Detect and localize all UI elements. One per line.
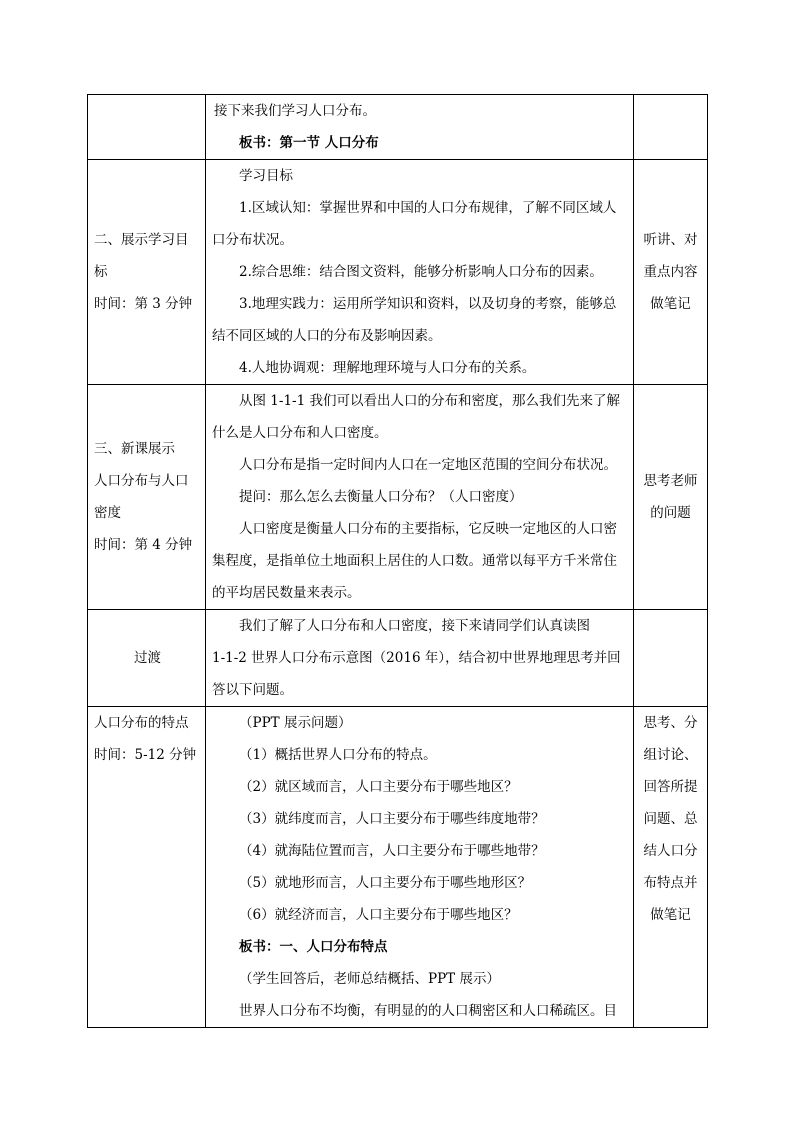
- stage-cell: [88, 707, 206, 1028]
- content-line: 人口分布是指一定时间内人口在一定地区范围的空间分布状况。: [239, 457, 617, 473]
- content-line: （5）就地形而言，人口主要分布于哪些地形区？: [239, 875, 532, 891]
- table-row: [88, 610, 708, 707]
- content-cell: [206, 385, 634, 610]
- stage-line: 人口分布的特点: [94, 715, 189, 731]
- stage-line: 三、新课展示: [94, 441, 175, 457]
- content-line: 世界人口分布不均衡，有明显的的人口稠密区和人口稀疏区。目: [239, 1003, 617, 1019]
- board-writing: 板书：第一节 人口分布: [239, 135, 379, 151]
- activity-cell: [634, 610, 708, 707]
- content-line: （3）就纬度而言，人口主要分布于哪些纬度地带？: [239, 811, 545, 827]
- content-line: 答以下问题。: [212, 682, 293, 698]
- stage-line: 标: [94, 264, 108, 280]
- activity-line: 听讲、对: [643, 232, 698, 248]
- content-line: （6）就经济而言，人口主要分布于哪些地区？: [239, 907, 518, 923]
- table-row: [88, 385, 708, 610]
- content-cell: [206, 160, 634, 385]
- activity-line: 组讨论、: [643, 747, 698, 763]
- stage-line: 二、展示学习目: [94, 232, 189, 248]
- content-line: 我们了解了人口分布和人口密度，接下来请同学们认真读图: [239, 618, 590, 634]
- content-line: 学习目标: [239, 168, 293, 184]
- activity-cell: [634, 707, 708, 1028]
- content-line: 1-1-2 世界人口分布示意图（2016 年），结合初中世界地理思考并回: [212, 650, 621, 666]
- activity-line: 思考老师: [643, 473, 698, 489]
- lesson-plan-table: [87, 94, 708, 1028]
- content-line: 接下来我们学习人口分布。: [214, 103, 376, 119]
- content-line: 提问：那么怎么去衡量人口分布？（人口密度）: [239, 489, 523, 505]
- activity-line: 回答所提: [643, 779, 698, 795]
- content-line: 1.区域认知：掌握世界和中国的人口分布规律，了解不同区域人: [239, 200, 617, 216]
- board-writing: 板书：一、人口分布特点: [239, 939, 388, 955]
- content-line: 2.综合思维：结合图文资料，能够分析影响人口分布的因素。: [239, 264, 603, 280]
- content-cell: [206, 95, 634, 160]
- activity-line: 重点内容: [643, 264, 698, 280]
- content-line: 的平均居民数量来表示。: [212, 585, 361, 601]
- content-line: 口分布状况。: [212, 232, 293, 248]
- content-line: 集程度，是指单位土地面积上居住的人口数。通常以每平方千米常住: [212, 553, 617, 569]
- stage-line: 时间：第 4 分钟: [94, 537, 193, 553]
- activity-cell: [634, 95, 708, 160]
- stage-line: 人口分布与人口: [94, 473, 189, 489]
- table-row: [88, 160, 708, 385]
- content-cell: [206, 610, 634, 707]
- table-row: [88, 95, 708, 160]
- content-line: （PPT 展示问题）: [239, 715, 352, 731]
- content-line: 3.地理实践力：运用所学知识和资料，以及切身的考察，能够总: [239, 296, 617, 312]
- stage-cell: [88, 385, 206, 610]
- content-line: 4.人地协调观：理解地理环境与人口分布的关系。: [239, 360, 536, 376]
- activity-line: 做笔记: [650, 907, 691, 923]
- activity-cell: [634, 160, 708, 385]
- content-line: （2）就区域而言，人口主要分布于哪些地区？: [239, 779, 518, 795]
- content-line: （1）概括世界人口分布的特点。: [239, 747, 437, 763]
- stage-line: 密度: [94, 505, 121, 521]
- stage-cell: [88, 610, 206, 707]
- stage-line: 时间：5-12 分钟: [94, 747, 197, 763]
- table-row: [88, 707, 708, 1028]
- activity-cell: [634, 385, 708, 610]
- activity-line: 思考、分: [643, 715, 698, 731]
- stage-cell: [88, 160, 206, 385]
- content-line: （4）就海陆位置而言，人口主要分布于哪些地带？: [239, 843, 545, 859]
- stage-line: 时间：第 3 分钟: [94, 296, 193, 312]
- content-line: 人口密度是衡量人口分布的主要指标，它反映一定地区的人口密: [239, 521, 617, 537]
- content-line: 什么是人口分布和人口密度。: [212, 425, 388, 441]
- content-line: （学生回答后，老师总结概括、PPT 展示）: [239, 971, 500, 987]
- activity-line: 的问题: [650, 505, 691, 521]
- activity-line: 布特点并: [643, 875, 698, 891]
- stage-cell: [88, 95, 206, 160]
- activity-line: 问题、总: [643, 811, 698, 827]
- content-line: 从图 1-1-1 我们可以看出人口的分布和密度，那么我们先来了解: [239, 393, 620, 409]
- stage-line: 过渡: [134, 650, 161, 666]
- activity-line: 做笔记: [650, 296, 691, 312]
- activity-line: 结人口分: [643, 843, 698, 859]
- content-cell: [206, 707, 634, 1028]
- content-line: 结不同区域的人口的分布及影响因素。: [212, 328, 442, 344]
